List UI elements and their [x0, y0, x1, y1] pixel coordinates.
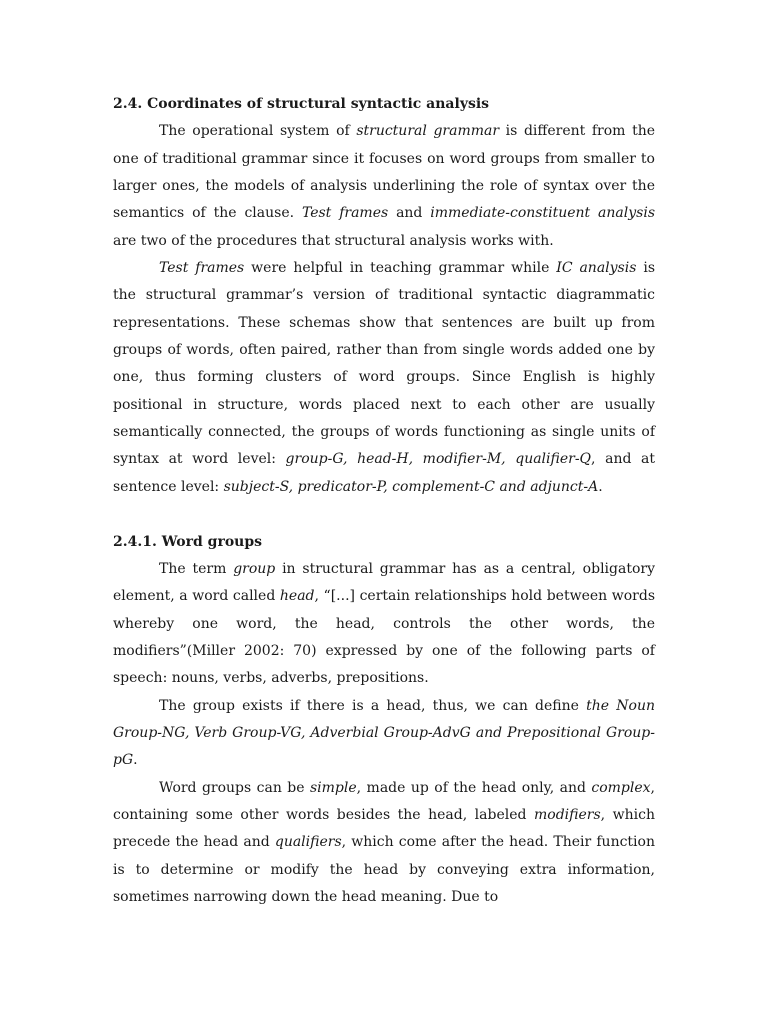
paragraph-word-groups: [113, 775, 655, 912]
text-span: are two of the procedures that structural analysis works with.: [113, 232, 554, 249]
italic-term: Test frames: [301, 205, 389, 222]
text-span: , made up of the head only, and: [356, 779, 592, 796]
italic-term: head: [279, 588, 315, 605]
section-spacer: [113, 501, 655, 528]
text-span: The term: [159, 560, 234, 577]
text-span: Word groups can be: [159, 779, 310, 796]
text-span: in structural grammar has as a central, obligatory element, a word called: [113, 560, 655, 605]
italic-term: modifiers: [534, 806, 601, 823]
text-span: is the structural grammar’s version of traditional syntactic diagrammatic representations. These schemas show that sentences are built up from groups of words, often paired, rather than from single words added one by one, thus forming clusters of word groups. Since English is highly positional in structure, words placed next to each other are usually semantically connected, the groups of words functioning as single units of syntax at word level:: [113, 260, 656, 468]
italic-term: complex: [591, 779, 651, 796]
italic-term: group-G, head-H, modifier-M, qualifier-Q: [285, 451, 592, 468]
text-span: , “[...] certain relationships hold between words whereby one word, the head, controls the other words, the modifiers”(Miller 2002: 70) expressed by one of the following parts of speech: nouns, verbs, adverbs, prepositions.: [113, 588, 656, 687]
section-heading-2-4-1: 2.4.1. Word groups: [113, 533, 263, 550]
text-span: and: [388, 205, 431, 222]
paragraph-structural-grammar: [113, 118, 655, 255]
text-span: is different from the one of traditional grammar since it focuses on word groups from smaller to larger ones, the models of analysis underlining the role of syntax over the semantics of the clause.: [113, 123, 656, 222]
paragraph-test-frames: [113, 255, 655, 501]
italic-term: Test frames: [159, 260, 245, 277]
text-span: , containing some other words besides the head, labeled: [113, 779, 655, 823]
text-span: The operational system of: [159, 123, 357, 140]
paragraph-group-exists: [113, 693, 655, 775]
text-span: were helpful in teaching grammar while: [244, 260, 557, 277]
italic-term: simple: [309, 779, 357, 796]
text-span: , and at sentence level:: [113, 451, 655, 495]
italic-term: IC analysis: [556, 260, 637, 277]
italic-term: subject-S, predicator-P, complement-C and adjunct-A: [223, 478, 599, 495]
section-heading-2-4: 2.4. Coordinates of structural syntactic analysis: [113, 96, 490, 112]
paragraph-term-group: [113, 556, 655, 693]
document-body: [113, 91, 655, 911]
italic-term: qualifiers: [274, 834, 342, 851]
text-span: .: [598, 478, 603, 495]
italic-term: immediate-constituent analysis: [430, 205, 656, 222]
italic-term: group: [233, 560, 276, 577]
text-span: The group exists if there is a head, thus, we can define: [159, 697, 587, 714]
text-span: , which come after the head. Their function is to determine or modify the head by conveying extra information, sometimes narrowing down the head meaning. Due to: [113, 834, 655, 905]
text-span: .: [133, 752, 138, 769]
text-span: , which precede the head and: [113, 806, 655, 851]
italic-term: structural grammar: [356, 123, 500, 140]
italic-term: the Noun Group-NG, Verb Group-VG, Adverbial Group-AdvG and Prepositional Group-pG: [113, 697, 656, 769]
